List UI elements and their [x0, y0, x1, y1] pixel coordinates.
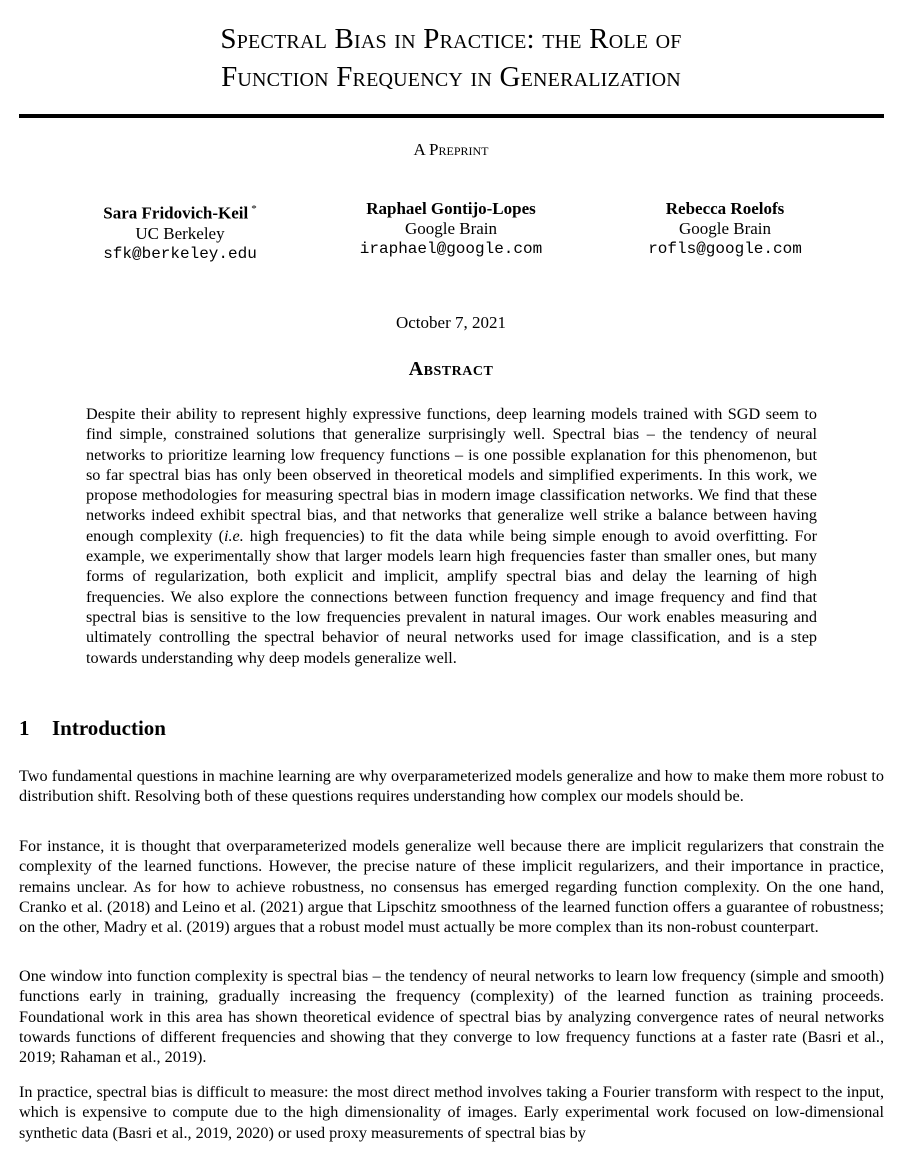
intro-paragraph-3: One window into function complexity is spectral bias – the tendency of neural networks to learn low frequency (simple and smooth) functions early in training, gradually increasing the frequency (complexity) of the learned function as training proceeds. Foundational work in this area has shown theoretical evidence of spectral bias by analyzing convergence rates of neural networks towards functions of different frequencies and showing that they converge to low frequency functions at a faster rate (Basri et al., 2019; Rahaman et al., 2019).: [19, 967, 884, 1067]
section-heading: [19, 716, 166, 741]
abstract-ie: i.e.: [223, 526, 244, 545]
intro-paragraph-1: Two fundamental questions in machine learning are why overparameterized models generalize and how to make them more robust to distribution shift. Resolving both of these questions requires understanding how complex our models should be.: [19, 767, 884, 806]
title-rule: [19, 114, 884, 118]
publication-date: October 7, 2021: [395, 313, 506, 332]
author-affiliation: Google Brain: [404, 219, 498, 238]
author-name: Sara Fridovich-Keil *: [103, 203, 257, 223]
author-affiliation: UC Berkeley: [135, 223, 225, 243]
author-2: [340, 199, 562, 259]
author-email[interactable]: iraphael@google.com: [359, 240, 543, 258]
abstract-text: Despite their ability to represent highly expressive functions, deep learning models trained with SGD seem to find simple, constrained solutions that generalize surprisingly well. Spectral bias – the tendency of neural networks to prioritize learning low frequency functions – is one possible explanation for this phenomenon, but so far spectral bias has only been observed in theoretical models and simplified experiments. In this work, we propose methodologies for measuring spectral bias in modern image classification networks. We find that these networks indeed exhibit spectral bias, and that networks that generalize well strike a balance between having enough complexity (i.e. high frequencies) to fit the data while being simple enough to avoid overfitting. For example, we experimentally show that larger models learn high frequencies faster than smaller ones, but many forms of regularization, both explicit and implicit, amplify spectral bias and delay the learning of high frequencies. We also explore the connections between function frequency and image frequency and find that spectral bias is sensitive to the low frequencies prevalent in natural images. Our work enables measuring and ultimately controlling the spectral behavior of neural networks used for image classification, and is a step towards understanding why deep models generalize well.: [86, 405, 817, 667]
author-name: Rebecca Roelofs: [665, 199, 785, 218]
abstract-heading: Abstract: [408, 358, 494, 380]
author-email[interactable]: rofls@google.com: [648, 240, 802, 258]
author-3: [630, 199, 820, 259]
author-block: [0, 199, 902, 269]
paper-title: [0, 20, 902, 96]
section-number: 1: [19, 716, 30, 740]
title-line-2: Function Frequency in Generalization: [221, 61, 681, 93]
footnote-mark: *: [251, 203, 257, 215]
intro-paragraph-2: For instance, it is thought that overparameterized models generalize well because there are implicit regularizers that constrain the complexity of the learned functions. However, the precise nature of these implicit regularizers, and their importance in practice, remains unclear. As for how to achieve robustness, no consensus has emerged regarding function complexity. On the one hand, Cranko et al. (2018) and Leino et al. (2021) argue that Lipschitz smoothness of the learned function offers a guarantee of robustness; on the other, Madry et al. (2019) argues that a robust model must actually be more complex than its non-robust counterpart.: [19, 837, 884, 937]
author-affiliation: Google Brain: [678, 219, 772, 238]
author-1: [90, 199, 270, 264]
title-line-1: Spectral Bias in Practice: the Role of: [220, 23, 682, 55]
intro-paragraph-4: In practice, spectral bias is difficult to measure: the most direct method involves taking a Fourier transform with respect to the input, which is expensive to compute due to the high dimensionality of images. Early experimental work focused on low-dimensional synthetic data (Basri et al., 2019, 2020) or used proxy measurements of spectral bias by: [19, 1083, 884, 1142]
author-name: Raphael Gontijo-Lopes: [366, 199, 536, 218]
author-email[interactable]: sfk@berkeley.edu: [103, 244, 257, 263]
section-title: Introduction: [52, 716, 166, 740]
preprint-label: A Preprint: [413, 140, 489, 159]
